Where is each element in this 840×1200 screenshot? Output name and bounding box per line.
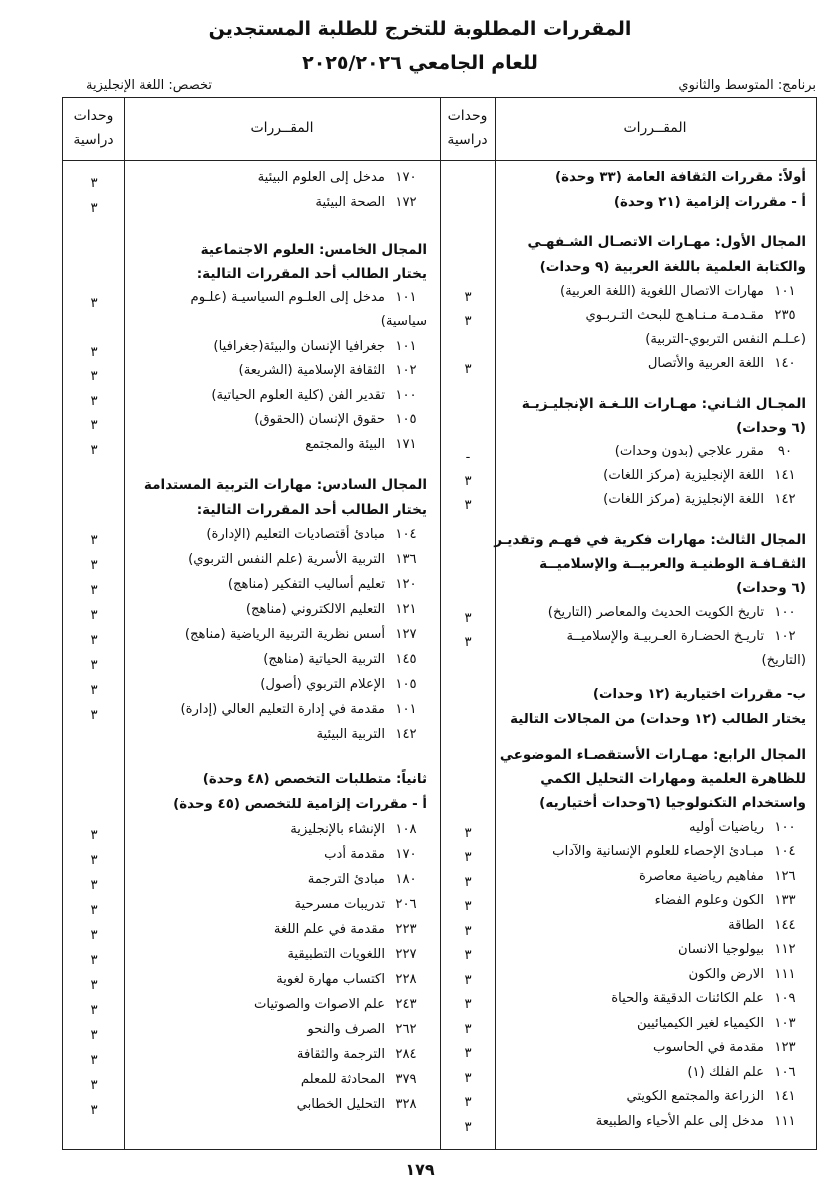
- course-title: المجال السادس: مهارات التربية المستدامة: [143, 477, 427, 493]
- section-heading: [501, 394, 806, 414]
- course-title: الطاقة: [728, 918, 764, 933]
- course-title: مقـدمـة مـنـاهـج للبحث التـربـوي: [585, 308, 764, 323]
- course-units: ٣: [90, 658, 98, 673]
- course-units: ٣: [464, 611, 472, 626]
- course-code: ١٢١: [395, 602, 417, 617]
- course-code: ٣٧٩: [395, 1072, 417, 1087]
- course-code: ١٤٤: [774, 918, 796, 933]
- course-row: [129, 625, 427, 645]
- course-code: ١٧٠: [395, 170, 417, 185]
- course-units: ٣: [90, 1028, 98, 1043]
- course-title: البيئة والمجتمع: [305, 437, 385, 452]
- course-title: يختار الطالب (١٢ وحدات) من المجالات التالية: [510, 712, 806, 727]
- course-code: ١٠٣: [774, 1016, 796, 1031]
- course-row: [501, 282, 806, 302]
- course-units: ٣: [90, 878, 98, 893]
- course-units: ٣: [464, 899, 472, 914]
- course-code: ١٠٠: [774, 820, 796, 835]
- course-title: (٦ وحدات): [736, 580, 806, 596]
- course-code: ١٢٣: [774, 1040, 796, 1055]
- course-units: ٣: [90, 345, 98, 360]
- course-title: تقدير الفن (كلية العلوم الحياتية): [211, 388, 385, 403]
- course-units: ٣: [464, 924, 472, 939]
- course-title: مفاهيم رياضية معاصرة: [639, 869, 764, 884]
- course-units: ٣: [464, 973, 472, 988]
- course-row: [129, 1020, 427, 1040]
- course-row: [129, 168, 427, 188]
- course-title: مبـادئ الإحصاء للعلوم الإنسانية والآداب: [552, 844, 764, 859]
- course-title: الصرف والنحو: [307, 1022, 385, 1037]
- course-row: [129, 870, 427, 890]
- section-heading: [501, 793, 806, 813]
- course-title: التحليل الخطابي: [296, 1097, 385, 1112]
- course-code: ١٤١: [774, 468, 796, 483]
- course-code: ١٧٢: [395, 195, 417, 210]
- course-title: اللغويات التطبيقية: [287, 947, 385, 962]
- course-code: ١٢٧: [395, 627, 417, 642]
- course-code: ١٠٠: [774, 605, 796, 620]
- section-heading: [129, 770, 427, 790]
- course-title: مدخل إلى علم الأحياء والطبيعة: [595, 1114, 764, 1129]
- course-units: ٣: [464, 1046, 472, 1061]
- course-code: ١٠٢: [395, 363, 417, 378]
- course-row: [129, 1095, 427, 1115]
- course-title: الإنشاء بالإنجليزية: [290, 822, 385, 837]
- course-row: [129, 945, 427, 965]
- section-heading: [501, 685, 806, 705]
- course-code: ١٢٦: [774, 869, 796, 884]
- course-row: [501, 466, 806, 486]
- course-units: ٣: [90, 533, 98, 548]
- course-title: للظاهرة العلمية ومهارات التحليل الكمي: [540, 771, 806, 787]
- course-code: ١٧١: [395, 437, 417, 452]
- course-units: ٣: [90, 176, 98, 191]
- course-code: ١٧٠: [395, 847, 417, 862]
- course-code: ١١٢: [774, 942, 796, 957]
- course-title: والكتابة العلمية باللغة العربية (٩ وحدات): [539, 259, 806, 275]
- document-subtitle: للعام الجامعي ٢٠٢٥/٢٠٢٦: [302, 52, 538, 74]
- course-row: [129, 337, 427, 357]
- course-units: ٣: [90, 1103, 98, 1118]
- section-heading: [501, 710, 806, 730]
- course-code: ١٠٤: [395, 527, 417, 542]
- course-title: تاريـخ الحضـارة العـربيـة والإسلاميــة: [566, 629, 764, 644]
- course-row: [501, 627, 806, 647]
- course-code: ١٨٠: [395, 872, 417, 887]
- section-heading: [501, 578, 806, 598]
- course-code: ٢٤٣: [395, 997, 417, 1012]
- course-units: ٣: [90, 201, 98, 216]
- course-code: ١٠٠: [395, 388, 417, 403]
- course-row: [501, 603, 806, 623]
- course-title: المحادثة للمعلم: [300, 1072, 385, 1087]
- course-row: [501, 1038, 806, 1058]
- course-title: الكون وعلوم الفضاء: [654, 893, 764, 908]
- course-units: ٣: [90, 558, 98, 573]
- course-units: ٣: [464, 1095, 472, 1110]
- course-units: ٣: [90, 608, 98, 623]
- course-title: يختار الطالب أحد المقررات التالية:: [196, 502, 427, 518]
- course-title: مقدمة في علم اللغة: [273, 922, 385, 937]
- course-units: ٣: [90, 928, 98, 943]
- course-code: ١٠٩: [774, 991, 796, 1006]
- course-code: ٢٢٧: [395, 947, 417, 962]
- course-code: ١٣٣: [774, 893, 796, 908]
- course-title: علم الاصوات والصوتيات: [253, 997, 385, 1012]
- left-units-header: وحدات دراسية: [73, 108, 114, 148]
- course-units: ٣: [90, 903, 98, 918]
- course-units: ٣: [464, 474, 472, 489]
- course-code: ١٢٠: [395, 577, 417, 592]
- course-row: [129, 700, 427, 720]
- course-code: ٢٢٣: [395, 922, 417, 937]
- course-units: ٣: [90, 683, 98, 698]
- course-title: الثقافة الإسلامية (الشريعة): [238, 363, 385, 378]
- section-heading: [501, 554, 806, 574]
- course-code: ١١١: [774, 1114, 796, 1129]
- course-row: [501, 965, 806, 985]
- course-row: [501, 442, 806, 462]
- course-units: ٣: [90, 1078, 98, 1093]
- course-units: ٣: [90, 418, 98, 433]
- course-row: [129, 1070, 427, 1090]
- course-title: المجال الثالث: مهارات فكرية في فهـم وتقديـر: [494, 532, 806, 548]
- course-units: ٣: [464, 826, 472, 841]
- course-row: [129, 845, 427, 865]
- course-code: ١٠٤: [774, 844, 796, 859]
- section-heading: [129, 475, 427, 495]
- course-row: [129, 410, 427, 430]
- program-label: برنامج: المتوسط والثانوي: [678, 78, 816, 93]
- course-units: ٣: [90, 296, 98, 311]
- specialization-label: تخصص: اللغة الإنجليزية: [86, 78, 212, 93]
- course-title: تعليم أساليب التفكير (مناهج): [227, 577, 385, 592]
- course-title: الصحة البيئية: [315, 195, 385, 210]
- course-units: ٣: [90, 1003, 98, 1018]
- course-units: ٣: [464, 1022, 472, 1037]
- course-row: [501, 330, 806, 350]
- page-number: ١٧٩: [405, 1160, 435, 1179]
- course-title: (التاريخ): [761, 653, 806, 668]
- course-code: ١٤١: [774, 1089, 796, 1104]
- course-title: مقدمة أدب: [324, 847, 385, 862]
- course-title: التربية الأسرية (علم النفس التربوي): [188, 552, 385, 567]
- course-row: [129, 525, 427, 545]
- course-code: ١١١: [774, 967, 796, 982]
- course-row: [501, 354, 806, 374]
- course-title: مهارات الاتصال اللغوية (اللغة العربية): [559, 284, 764, 299]
- course-title: التربية الحياتية (مناهج): [263, 652, 385, 667]
- course-code: ١٠٢: [774, 629, 796, 644]
- course-title: مقدمة في الحاسوب: [653, 1040, 764, 1055]
- course-code: ١٠١: [395, 339, 417, 354]
- course-title: الثقـافـة الوطنيـة والعربيــة والإسلاميــة: [539, 556, 806, 572]
- course-row: [129, 920, 427, 940]
- section-heading: [501, 418, 806, 438]
- course-row: [129, 650, 427, 670]
- course-title: أولاً: مقررات الثقافة العامة (٣٣ وحدة): [554, 170, 806, 185]
- course-code: ١٠٦: [774, 1065, 796, 1080]
- course-row: [501, 916, 806, 936]
- course-title: اكتساب مهارة لغوية: [276, 972, 385, 987]
- course-row: [129, 970, 427, 990]
- course-title: أسس نظرية التربية الرياضية (مناهج): [184, 627, 385, 642]
- course-units: ٣: [90, 1053, 98, 1068]
- courses-table: [62, 97, 817, 1150]
- course-row: [129, 600, 427, 620]
- course-row: [129, 675, 427, 695]
- course-row: [501, 842, 806, 862]
- course-row: [501, 891, 806, 911]
- section-heading: [129, 264, 427, 284]
- course-units: ٣: [464, 948, 472, 963]
- course-title: الترجمة والثقافة: [296, 1047, 385, 1062]
- course-title: تاريخ الكويت الحديث والمعاصر (التاريخ): [547, 605, 764, 620]
- course-title: ثانياً: متطلبات التخصص (٤٨ وحدة): [202, 772, 427, 787]
- course-code: ١٤٥: [395, 652, 417, 667]
- course-title: اللغة الإنجليزية (مركز اللغات): [603, 492, 764, 507]
- course-title: المجـال الثـاني: مهـارات اللـغـة الإنجليـزيـة: [521, 396, 806, 412]
- course-title: ب- مقررات اختيارية (١٢ وحدات): [592, 687, 806, 702]
- course-row: [129, 435, 427, 455]
- section-heading: [129, 500, 427, 520]
- course-units: ٣: [90, 853, 98, 868]
- section-heading: [501, 193, 806, 213]
- course-title: علم الفلك (١): [687, 1065, 764, 1080]
- course-code: ١٠٥: [395, 412, 417, 427]
- course-code: ١٤٢: [395, 727, 417, 742]
- course-row: [129, 725, 427, 745]
- course-row: [129, 575, 427, 595]
- section-heading: [501, 232, 806, 252]
- course-units: ٣: [90, 708, 98, 723]
- course-code: ٢٠٦: [395, 897, 417, 912]
- course-title: التربية البيئية: [316, 727, 385, 742]
- course-row: [501, 651, 806, 671]
- course-title: اللغة الإنجليزية (مركز اللغات): [603, 468, 764, 483]
- course-title: التعليم الالكتروني (مناهج): [245, 602, 385, 617]
- course-units: ٣: [90, 443, 98, 458]
- course-title: مقدمة في إدارة التعليم العالي (إدارة): [180, 702, 385, 717]
- course-row: [129, 193, 427, 213]
- course-units: -: [465, 450, 471, 465]
- course-units: ٣: [464, 498, 472, 513]
- course-title: بيولوجيا الانسان: [678, 942, 764, 957]
- section-heading: [494, 530, 806, 550]
- course-units: ٣: [464, 290, 472, 305]
- course-row: [129, 361, 427, 381]
- course-units: ٣: [90, 978, 98, 993]
- course-row: [129, 312, 427, 332]
- course-code: ١٠١: [395, 290, 417, 305]
- course-title: مبادئ الترجمة: [307, 872, 385, 887]
- course-title: (عـلـم النفس التربوي-التربية): [645, 332, 806, 347]
- course-row: [501, 989, 806, 1009]
- course-title: مقرر علاجي (بدون وحدات): [614, 444, 764, 459]
- course-units: ٣: [464, 362, 472, 377]
- course-title: رياضيات أوليه: [689, 820, 764, 835]
- course-row: [501, 1112, 806, 1132]
- course-units: ٣: [464, 875, 472, 890]
- course-title: حقوق الإنسان (الحقوق): [254, 412, 385, 427]
- course-row: [129, 895, 427, 915]
- course-units: ٣: [464, 1120, 472, 1135]
- course-code: ١٤٢: [774, 492, 796, 507]
- course-units: ٣: [464, 314, 472, 329]
- course-title: المجال الخامس: العلوم الاجتماعية: [200, 242, 427, 258]
- course-units: ٣: [464, 1071, 472, 1086]
- course-title: يختار الطالب أحد المقررات التالية:: [196, 266, 427, 282]
- course-row: [501, 1014, 806, 1034]
- course-title: الزراعة والمجتمع الكويتي: [626, 1089, 764, 1104]
- course-row: [501, 867, 806, 887]
- course-title: المجال الرابع: مهـارات الأستقصـاء الموضوعي: [499, 747, 806, 763]
- course-units: ٣: [464, 635, 472, 650]
- course-title: مبادئ أقتصاديات التعليم (الإدارة): [206, 527, 385, 542]
- course-row: [501, 1063, 806, 1083]
- course-title: الكيمياء لغير الكيميائيين: [636, 1016, 764, 1031]
- course-code: ١٠٥: [395, 677, 417, 692]
- course-units: ٣: [464, 850, 472, 865]
- left-courses-header: المقــررات: [250, 120, 314, 137]
- course-code: ١٣٦: [395, 552, 417, 567]
- section-heading: [129, 795, 427, 815]
- course-title: مدخل إلى العلوم البيئية: [257, 170, 385, 185]
- course-title: أ - مقررات إلزامية (٢١ وحدة): [613, 195, 806, 210]
- course-row: [129, 550, 427, 570]
- course-code: ٢٢٨: [395, 972, 417, 987]
- course-row: [501, 490, 806, 510]
- course-title: الإعلام التربوي (أصول): [260, 677, 385, 692]
- course-code: ٢٨٤: [395, 1047, 417, 1062]
- course-row: [501, 1087, 806, 1107]
- course-row: [129, 386, 427, 406]
- course-code: ١٠١: [774, 284, 796, 299]
- course-title: مدخل إلى العلـوم السياسيـة (علـوم: [190, 290, 385, 305]
- course-title: أ - مقررات إلزامية للتخصص (٤٥ وحدة): [173, 797, 427, 812]
- course-row: [129, 820, 427, 840]
- document-title: المقررات المطلوبة للتخرج للطلبة المستجدين: [208, 18, 632, 40]
- course-units: ٣: [90, 369, 98, 384]
- section-heading: [501, 257, 806, 277]
- course-code: ٢٣٥: [774, 308, 796, 323]
- course-code: ٢٦٢: [395, 1022, 417, 1037]
- section-heading: [501, 769, 806, 789]
- course-title: علم الكائنات الدقيقة والحياة: [611, 991, 764, 1006]
- course-row: [129, 995, 427, 1015]
- right-courses-header: المقــررات: [623, 120, 687, 137]
- course-code: ١٠٨: [395, 822, 417, 837]
- course-code: ٩٠: [777, 444, 793, 459]
- right-units-header: وحدات دراسية: [447, 108, 488, 148]
- course-code: ١٠١: [395, 702, 417, 717]
- course-title: جغرافيا الإنسان والبيئة(جغرافيا): [213, 339, 385, 354]
- course-units: ٣: [90, 394, 98, 409]
- course-code: ١٤٠: [774, 356, 796, 371]
- course-row: [129, 1045, 427, 1065]
- course-units: ٣: [90, 583, 98, 598]
- section-heading: [501, 168, 806, 188]
- course-title: (٦ وحدات): [736, 420, 806, 436]
- course-title: واستخدام التكنولوجيا (٦وحدات أختياريه): [539, 795, 806, 811]
- section-heading: [129, 240, 427, 260]
- course-title: اللغة العربية والأتصال: [647, 356, 764, 371]
- course-units: ٣: [90, 953, 98, 968]
- course-units: ٣: [90, 828, 98, 843]
- course-units: ٣: [90, 633, 98, 648]
- course-row: [129, 288, 427, 308]
- course-code: ٣٢٨: [395, 1097, 417, 1112]
- course-title: الارض والكون: [688, 967, 764, 982]
- course-row: [501, 306, 806, 326]
- section-heading: [501, 745, 806, 765]
- course-title: المجال الأول: مهـارات الاتصـال الشـفهـي: [527, 234, 806, 250]
- course-title: تدريبات مسرحية: [294, 897, 385, 912]
- course-units: ٣: [464, 997, 472, 1012]
- course-row: [501, 940, 806, 960]
- course-title: سياسية): [380, 314, 427, 329]
- course-row: [501, 818, 806, 838]
